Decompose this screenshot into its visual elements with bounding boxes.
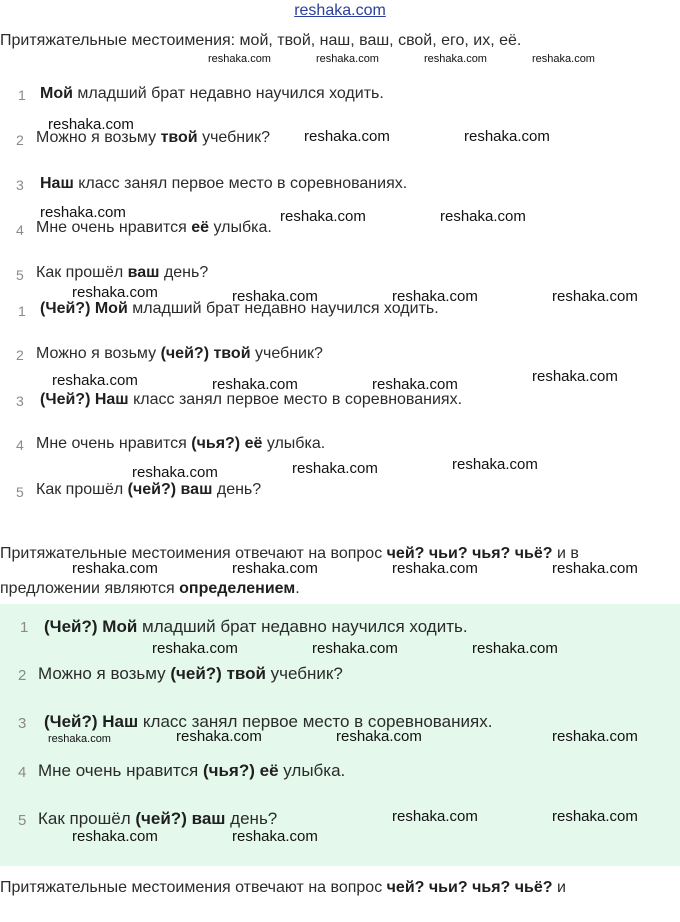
question: (чей?): [127, 481, 177, 498]
sentence-4-answer: [38, 761, 345, 781]
sentence-lead: Можно я возьму: [36, 129, 161, 146]
item-number: 3: [16, 177, 24, 193]
watermark: reshaka.com: [392, 560, 478, 577]
watermark: reshaka.com: [176, 728, 262, 745]
intro-text: Притяжательные местоимения: мой, твой, наш, ваш, свой, его, их, её.: [0, 32, 522, 49]
watermark: reshaka.com: [208, 53, 271, 65]
sentence-3-question: [40, 391, 462, 409]
sentence-rest: младший брат недавно научился ходить.: [127, 300, 439, 317]
watermark: reshaka.com: [72, 828, 158, 845]
question: (чей?): [135, 809, 187, 828]
watermark: reshaka.com: [132, 464, 218, 481]
rule-definition: определением: [179, 580, 296, 597]
sentence-lead: Можно я возьму: [36, 345, 161, 362]
watermark: reshaka.com: [464, 128, 550, 145]
sentence-rest: улыбка.: [209, 219, 272, 236]
sentence-rest: улыбка.: [262, 435, 326, 452]
watermark: reshaka.com: [312, 640, 398, 657]
watermark: reshaka.com: [424, 53, 487, 65]
sentence-4-question: [36, 435, 325, 453]
sentence-2-answer: [38, 664, 343, 684]
sentence-rest: учебник?: [265, 664, 343, 683]
sentence-rest: учебник?: [197, 129, 270, 146]
watermark: reshaka.com: [392, 808, 478, 825]
question-pronoun: (Чей?) Наш: [44, 712, 139, 731]
watermark: reshaka.com: [440, 208, 526, 225]
item-number: 1: [20, 619, 29, 636]
sentence-rest: учебник?: [250, 345, 323, 362]
watermark: reshaka.com: [304, 128, 390, 145]
pronoun: её: [244, 435, 263, 452]
question: (чья?): [202, 761, 255, 780]
sentence-lead: Мне очень нравится: [38, 761, 203, 780]
pronoun: ваш: [180, 481, 213, 498]
question: (чей?): [160, 345, 210, 362]
rule-text: предложении являются: [0, 580, 180, 597]
watermark: reshaka.com: [280, 208, 366, 225]
pronoun: ваш: [127, 264, 160, 281]
watermark: reshaka.com: [212, 376, 298, 393]
watermark: reshaka.com: [292, 460, 378, 477]
item-number: 4: [16, 437, 24, 453]
question: (чья?): [191, 435, 241, 452]
item-number: 2: [16, 132, 24, 148]
item-number: 1: [18, 303, 26, 319]
item-number: 1: [18, 87, 26, 103]
watermark: reshaka.com: [40, 204, 126, 221]
item-number: 5: [16, 267, 24, 283]
watermark: reshaka.com: [372, 376, 458, 393]
item-number: 2: [16, 347, 24, 363]
watermark: reshaka.com: [232, 560, 318, 577]
watermark: reshaka.com: [72, 560, 158, 577]
sentence-lead: Мне очень нравится: [36, 435, 192, 452]
question-pronoun: (Чей?) Мой: [44, 617, 138, 636]
item-number: 2: [18, 667, 27, 684]
sentence-1-answer: [44, 617, 468, 637]
sentence-5-question: [36, 481, 261, 499]
site-link[interactable]: reshaka.com: [294, 2, 386, 19]
sentence-rest: день?: [159, 264, 209, 281]
item-number: 5: [16, 484, 24, 500]
question-pronoun: (Чей?) Наш: [40, 391, 129, 408]
rule-line-repeat: [0, 877, 566, 899]
watermark: reshaka.com: [232, 288, 318, 305]
sentence-1: [40, 85, 384, 103]
watermark: reshaka.com: [532, 53, 595, 65]
item-number: 4: [18, 764, 27, 781]
pronoun: её: [191, 219, 210, 236]
rule-line-2: [0, 578, 300, 600]
sentence-lead: Как прошёл: [38, 809, 136, 828]
rule-text: .: [295, 580, 300, 597]
watermark: reshaka.com: [472, 640, 558, 657]
watermark: reshaka.com: [52, 372, 138, 389]
question: (чей?): [170, 664, 222, 683]
pronoun: твой: [160, 129, 198, 146]
watermark: reshaka.com: [552, 560, 638, 577]
item-number: 3: [18, 715, 27, 732]
item-number: 4: [16, 222, 24, 238]
sentence-rest: младший брат недавно научился ходить.: [72, 85, 384, 102]
sentence-4: [36, 219, 272, 237]
watermark: reshaka.com: [452, 456, 538, 473]
pronoun: твой: [226, 664, 266, 683]
rule-text: и в: [552, 545, 579, 562]
rule-text: и: [552, 879, 566, 896]
sentence-rest: класс занял первое место в соревнованиях.: [128, 391, 463, 408]
watermark: reshaka.com: [336, 728, 422, 745]
sentence-rest: младший брат недавно научился ходить.: [137, 617, 468, 636]
sentence-2-question: [36, 345, 323, 363]
sentence-rest: улыбка.: [278, 761, 346, 780]
watermark: reshaka.com: [72, 284, 158, 301]
sentence-rest: день?: [225, 809, 278, 828]
sentence-3-answer: [44, 712, 492, 732]
sentence-lead: Можно я возьму: [38, 664, 171, 683]
pronoun: твой: [213, 345, 251, 362]
rule-text: Притяжательные местоимения отвечают на вопрос: [0, 545, 387, 562]
pronoun: её: [259, 761, 279, 780]
watermark: reshaka.com: [552, 728, 638, 745]
rule-questions: чей? чьи? чья? чьё?: [386, 545, 553, 562]
watermark: reshaka.com: [552, 808, 638, 825]
rule-questions: чей? чьи? чья? чьё?: [386, 879, 553, 896]
sentence-lead: Как прошёл: [36, 264, 128, 281]
pronoun: Наш: [40, 175, 74, 192]
pronoun: ваш: [191, 809, 226, 828]
rule-text: Притяжательные местоимения отвечают на вопрос: [0, 879, 387, 896]
watermark: reshaka.com: [316, 53, 379, 65]
sentence-rest: день?: [212, 481, 262, 498]
sentence-5-answer: [38, 809, 277, 829]
sentence-rest: класс занял первое место в соревнованиях.: [73, 175, 408, 192]
sentence-lead: Мне очень нравится: [36, 219, 192, 236]
watermark: reshaka.com: [48, 733, 111, 745]
sentence-rest: класс занял первое место в соревнованиях.: [138, 712, 493, 731]
watermark: reshaka.com: [532, 368, 618, 385]
watermark: reshaka.com: [392, 288, 478, 305]
pronoun: Мой: [40, 85, 73, 102]
item-number: 3: [16, 393, 24, 409]
sentence-lead: Как прошёл: [36, 481, 128, 498]
watermark: reshaka.com: [48, 116, 134, 133]
sentence-3: [40, 175, 407, 193]
watermark: reshaka.com: [232, 828, 318, 845]
item-number: 5: [18, 812, 27, 829]
watermark: reshaka.com: [152, 640, 238, 657]
question-pronoun: (Чей?) Мой: [40, 300, 128, 317]
watermark: reshaka.com: [552, 288, 638, 305]
sentence-5: [36, 264, 208, 282]
